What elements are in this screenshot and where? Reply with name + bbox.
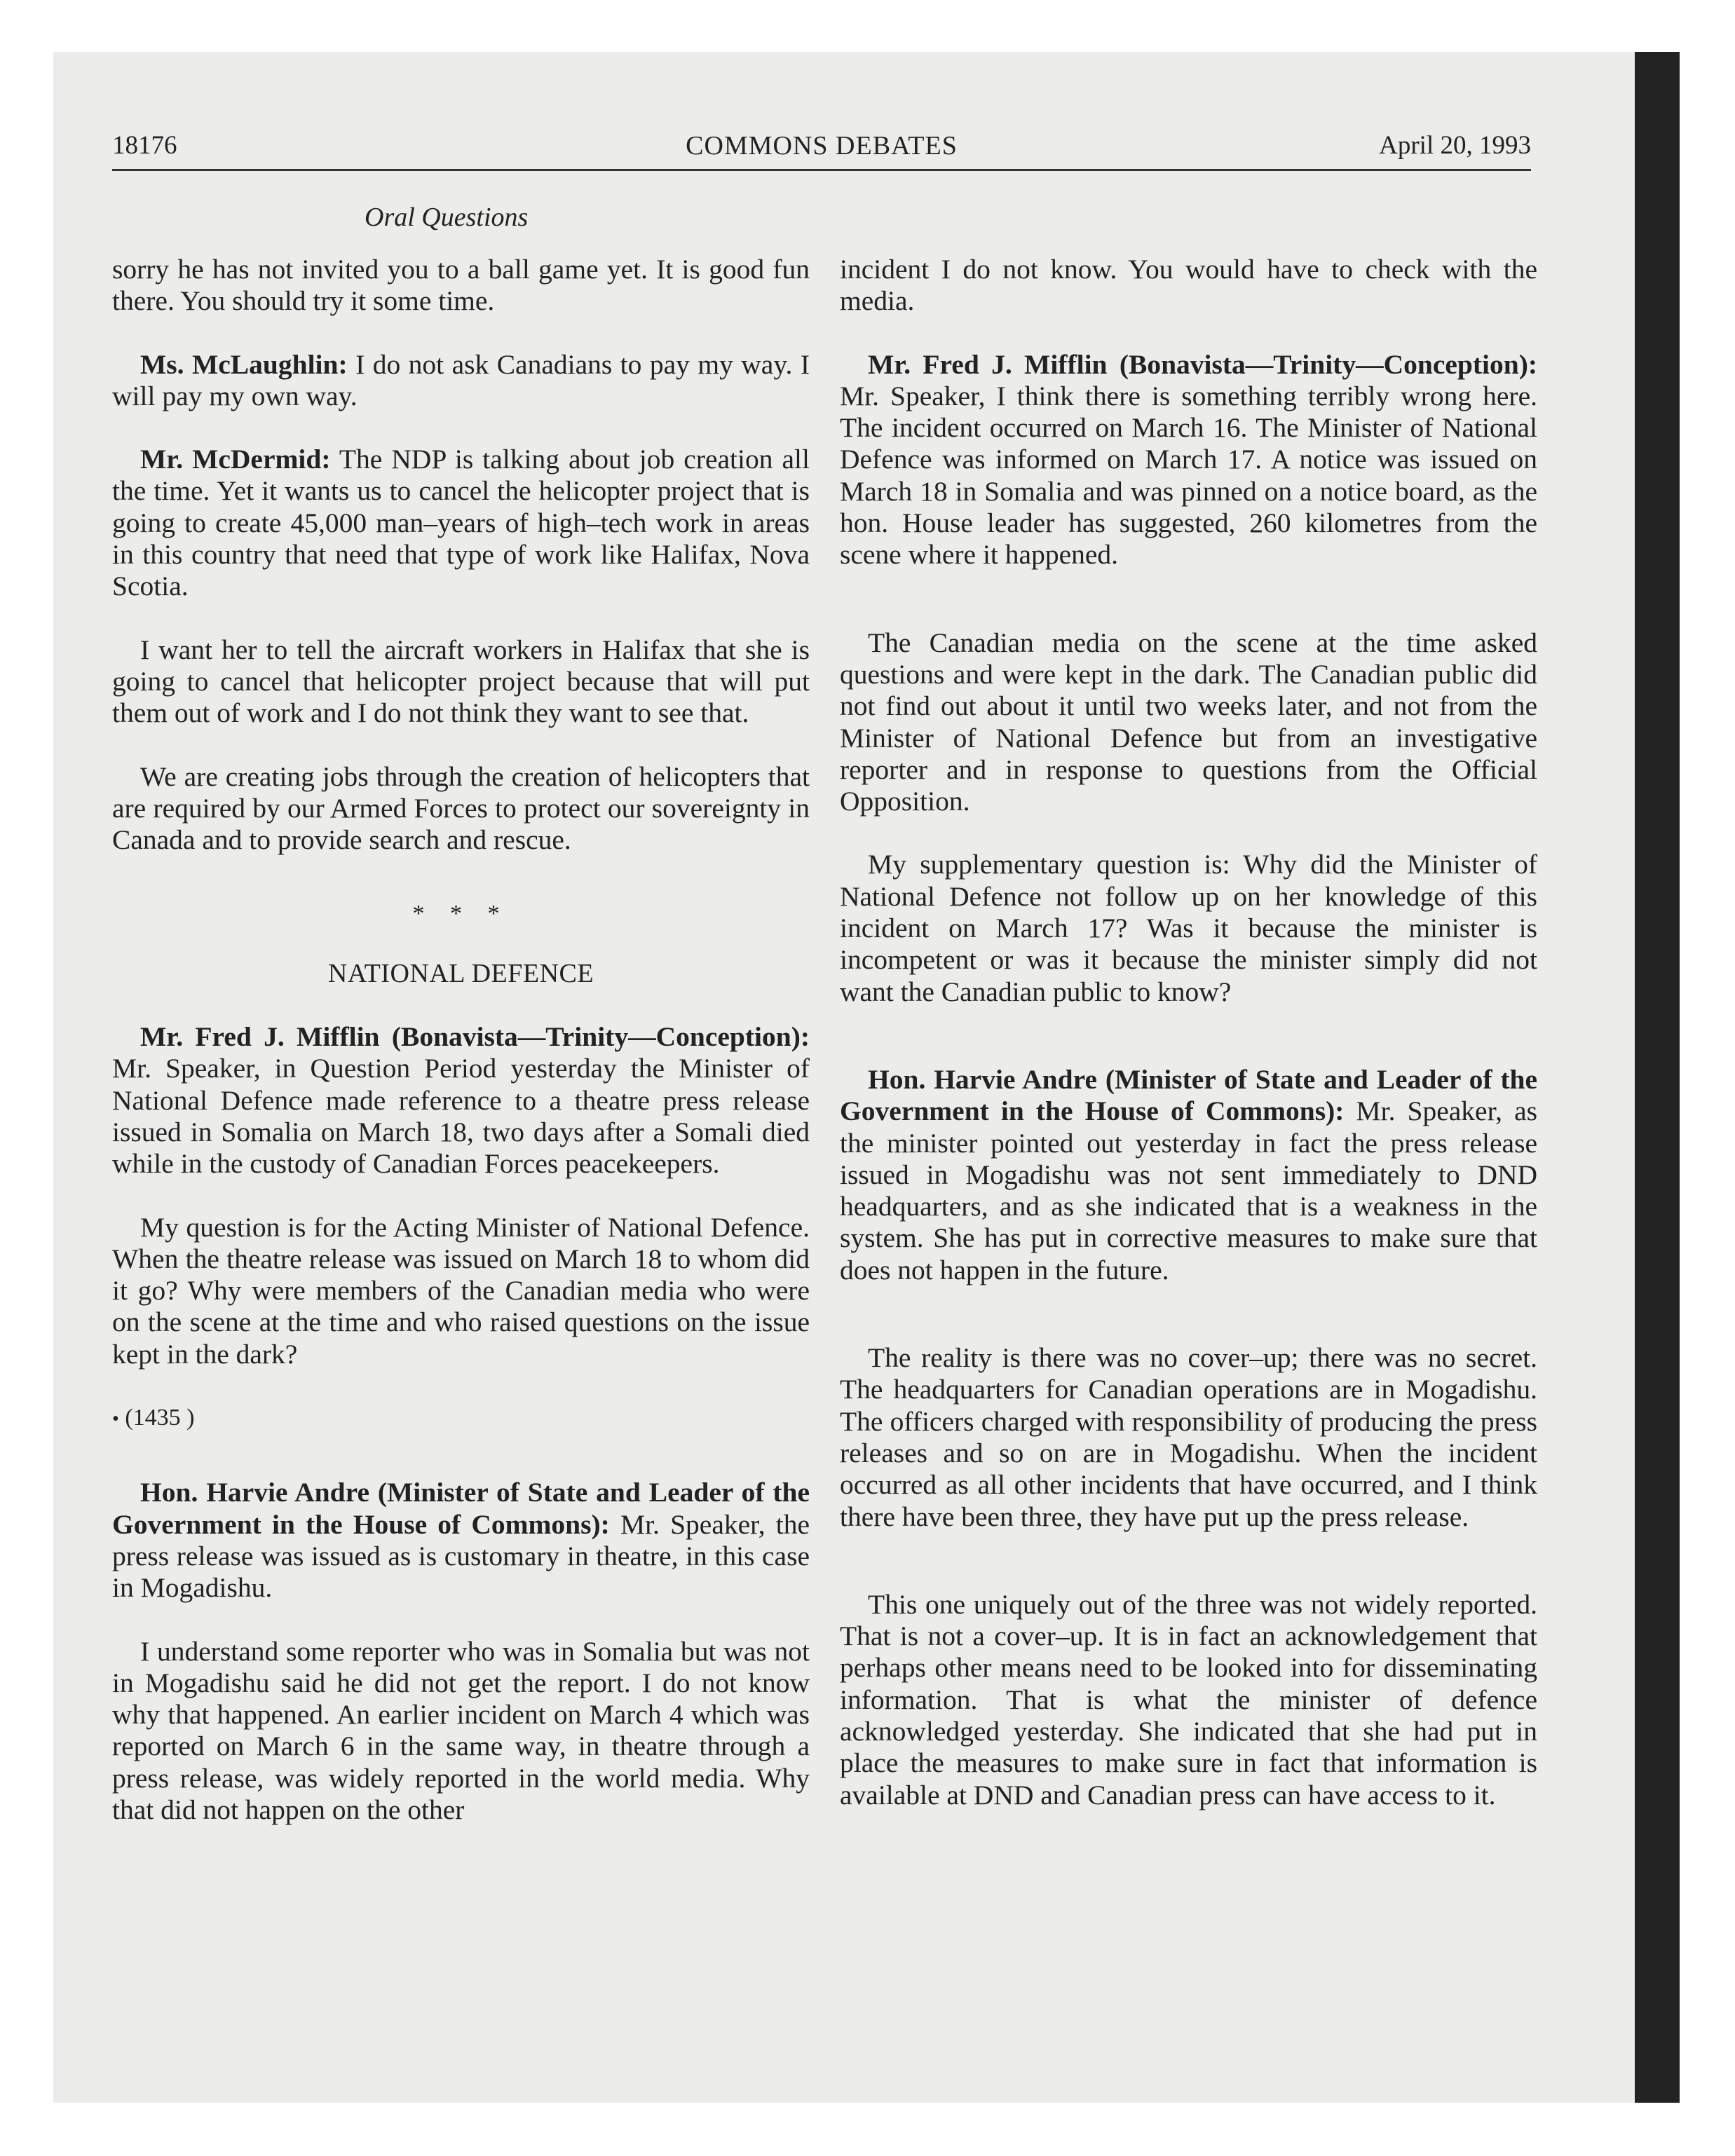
paragraph: I want her to tell the aircraft workers in Halifax that she is going to cancel that helicopter project because that will put them out of work and I do not think they want to see that. xyxy=(112,634,810,729)
paragraph: sorry he has not invited you to a ball game yet. It is good fun there. You should try it some time. xyxy=(112,254,810,317)
speech-paragraph xyxy=(840,349,1537,571)
paragraph: The Canadian media on the scene at the time asked questions and were kept in the dark. The Canadian public did not find out about it until two weeks later, and not from the Minister of National Defence but from an investigative reporter and in response to questions from the Official Opposition. xyxy=(840,627,1537,817)
speaker-name: Ms. McLaughlin: xyxy=(140,348,348,380)
speech-text: I do not ask Canadians to pay my way. I will pay my own way. xyxy=(112,348,810,411)
speech-text: The NDP is talking about job creation all the time. Yet it wants us to cancel the helicopter project that is going to create 45,000 man–years of high–tech work in areas in this country that need that type of work like Halifax, Nova Scotia. xyxy=(112,444,810,602)
page-date: April 20, 1993 xyxy=(1379,131,1531,160)
speaker-name: Mr. McDermid: xyxy=(140,444,331,475)
paragraph: This one uniquely out of the three was not widely reported. That is not a cover–up. It is in fact an acknowledgement that perhaps other means need to be looked into for disseminating information. That is what the minister of defence acknowledged yesterday. She indicated that she had put in place the measures to make sure in fact that information is available at DND and Canadian press can have access to it. xyxy=(840,1588,1537,1810)
publication-title: COMMONS DEBATES xyxy=(686,131,958,161)
speaker-name: Mr. Fred J. Mifflin (Bonavista—Trinity—Conception): xyxy=(140,1021,810,1053)
timestamp-text: (1435 ) xyxy=(118,1405,195,1431)
left-column xyxy=(112,254,810,1857)
page-number: 18176 xyxy=(112,131,177,160)
speech-paragraph xyxy=(112,1021,810,1180)
section-separator: * * * xyxy=(412,901,510,927)
speech-text: Mr. Speaker, I think there is something terribly wrong here. The incident occurred on March 16. The Minister of National Defence was informed on March 17. A notice was issued on March 18 in Somalia and was pinned on a notice board, as the hon. House leader has suggested, 260 kilometres from the scene where it happened. xyxy=(840,380,1537,571)
header-rule xyxy=(112,169,1531,171)
paragraph: My question is for the Acting Minister of National Defence. When the theatre release was issued on March 18 to whom did it go? Why were members of the Canadian media who were on the scene at the time and who raised questions on the issue kept in the dark? xyxy=(112,1211,810,1370)
speaker-name: Mr. Fred J. Mifflin (Bonavista—Trinity—Conception): xyxy=(868,348,1537,380)
scan-edge-shadow xyxy=(1635,52,1680,2103)
paragraph: I understand some reporter who was in Somalia but was not in Mogadishu said he did not get the report. I do not know why that happened. An earlier incident on March 4 which was reported on March 6 in the same way, in theatre through a press release, was widely reported in the world media. Why that did not happen on the other xyxy=(112,1635,810,1825)
speaker-name: Hon. Harvie Andre (Minister of State and Leader of the Government in the House of Commons): xyxy=(112,1477,810,1540)
page-header xyxy=(112,130,1531,165)
paragraph: incident I do not know. You would have to check with the media. xyxy=(840,254,1537,317)
speech-text: Mr. Speaker, the press release was issued as is customary in theatre, in this case in Mogadishu. xyxy=(112,1508,810,1604)
timestamp xyxy=(112,1402,810,1435)
speech-paragraph xyxy=(112,444,810,602)
paragraph: My supplementary question is: Why did the Minister of National Defence not follow up on her knowledge of this incident on March 17? Was it because the minister is incompetent or was it because the minister simply did not want the Canadian public to know? xyxy=(840,849,1537,1007)
speech-paragraph xyxy=(840,1064,1537,1286)
paragraph: We are creating jobs through the creation of helicopters that are required by our Armed Forces to protect our sovereignty in Canada and to provide search and rescue. xyxy=(112,760,810,856)
running-head: Oral Questions xyxy=(365,203,529,232)
right-column xyxy=(840,254,1537,1843)
speech-paragraph xyxy=(112,349,810,413)
speech-text: Mr. Speaker, as the minister pointed out yesterday in fact the press release issued in Mogadishu was not sent immediately to DND headquarters, and as she indicated that is a weakness in the system. She has put in corrective measures to make sure that does not happen in the future. xyxy=(840,1096,1537,1285)
paragraph: The reality is there was no cover–up; there was no secret. The headquarters for Canadian operations are in Mogadishu. The officers charged with responsibility of producing the press releases and so on are in Mogadishu. When the incident occurred as all other incidents that have occurred, and I think there have been three, they have put up the press release. xyxy=(840,1342,1537,1532)
speaker-name: Hon. Harvie Andre (Minister of State and Leader of the Government in the House of Commons): xyxy=(840,1063,1537,1127)
speech-paragraph xyxy=(112,1477,810,1604)
section-title: NATIONAL DEFENCE xyxy=(327,958,594,988)
speech-text: Mr. Speaker, in Question Period yesterday the Minister of National Defence made reference to a theatre press release issued in Somalia on March 18, two days after a Somali died while in the custody of Canadian Forces peacekeepers. xyxy=(112,1053,810,1180)
timestamp-bullet: • xyxy=(112,1408,119,1431)
